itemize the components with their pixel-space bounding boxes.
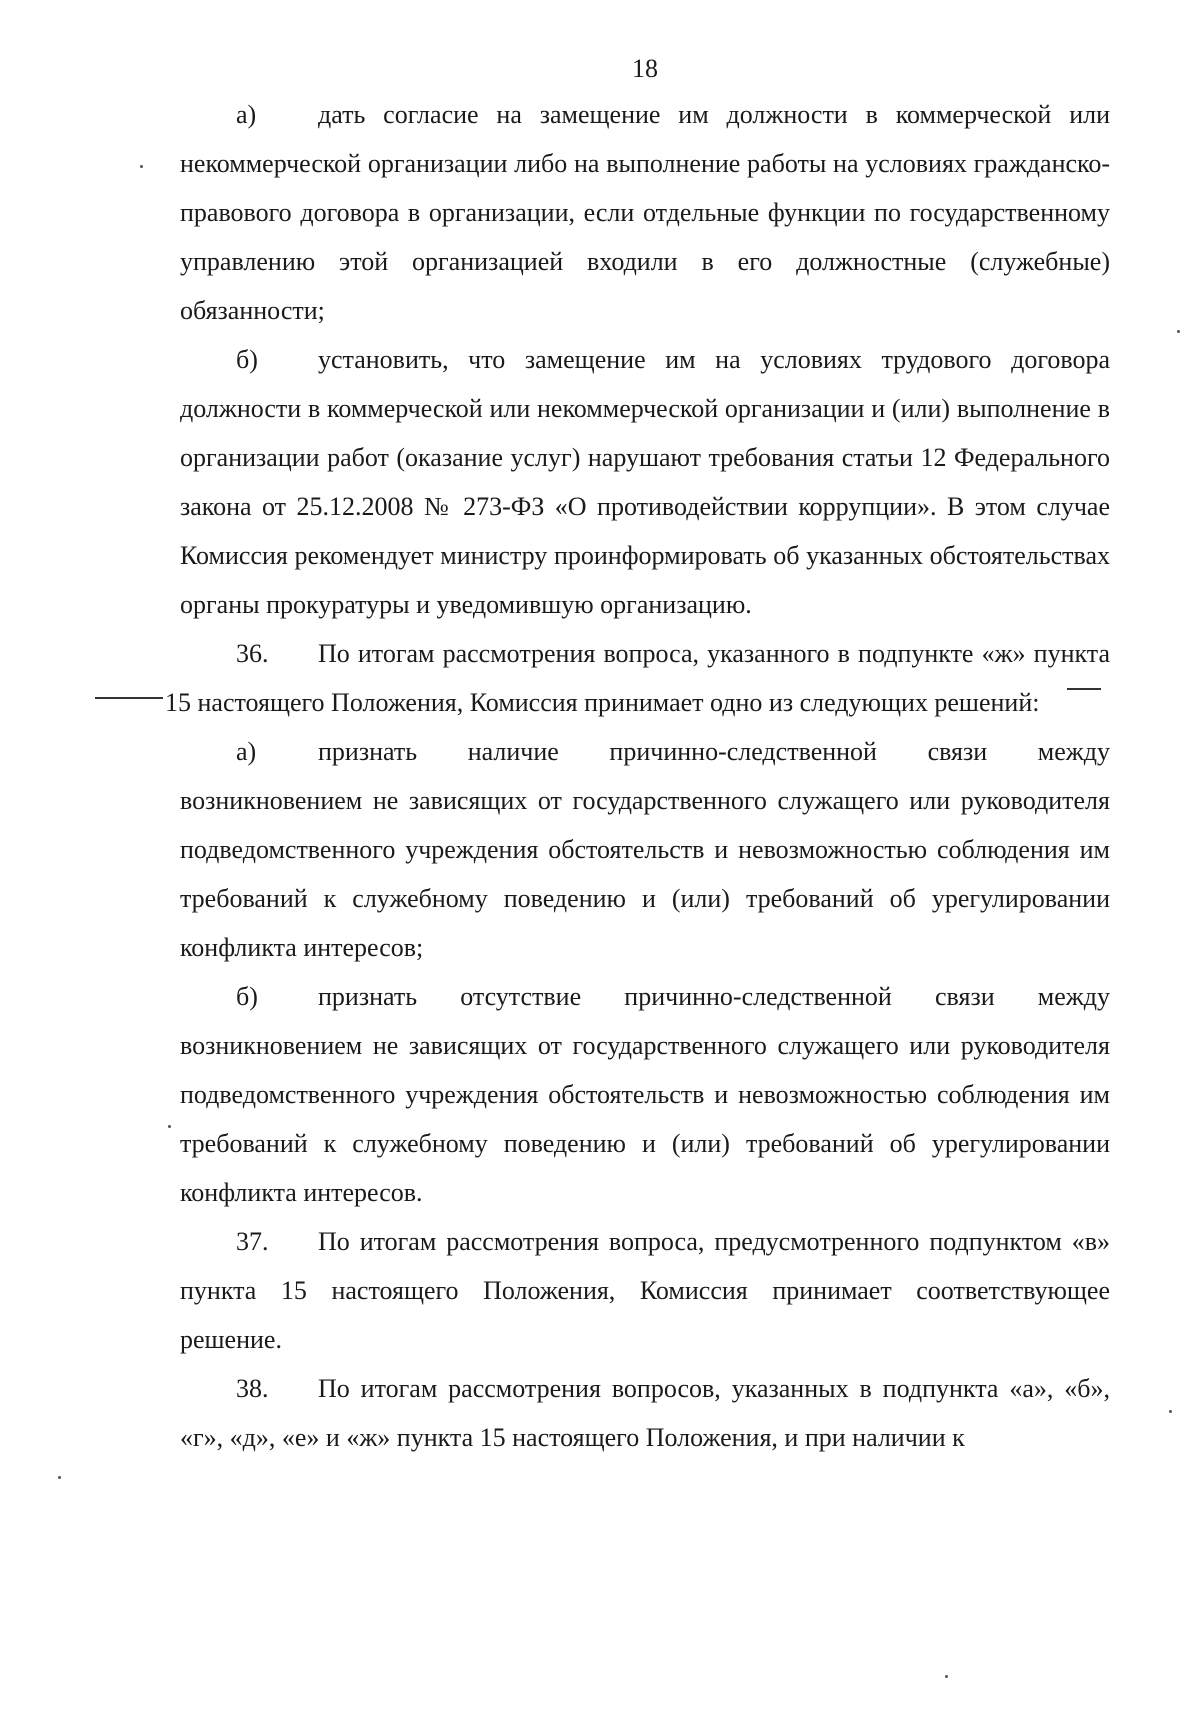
paragraph-text: По итогам рассмотрения вопроса, указанного в подпункте «ж» пункта 15 настоящего Положения, Комиссия принимает одно из следующих решений:: [165, 639, 1110, 717]
paragraph-a-consent: [180, 90, 1110, 335]
scan-artifact-right: [1067, 688, 1101, 690]
scan-speck: [1169, 1410, 1172, 1413]
paragraph-marker: а): [236, 737, 257, 766]
paragraph-text: дать согласие на замещение им должности в коммерческой или некоммерческой организации либо на выполнение работы на условиях гражданско-правового договора в организации, если отдельные функции по государственному управлению этой организацией входили в его должностные (служебные) обязанности;: [180, 100, 1110, 325]
paragraph-a-recognize-link: [180, 727, 1110, 972]
scan-speck: [168, 1125, 171, 1128]
paragraph-text: По итогам рассмотрения вопросов, указанных в подпункта «а», «б», «г», «д», «е» и «ж» пункта 15 настоящего Положения, и при наличии к: [180, 1374, 1110, 1452]
paragraph-text: признать наличие причинно-следственной связи между возникновением не зависящих от государственного служащего или руководителя подведомственного учреждения обстоятельств и невозможностью соблюдения им требований к служебному поведению и (или) требований об урегулировании конфликта интересов;: [180, 737, 1110, 962]
paragraph-marker: 38.: [236, 1374, 269, 1403]
paragraph-37: [180, 1217, 1110, 1364]
paragraph-marker: б): [236, 345, 258, 374]
paragraph-b-recognize-absence: [180, 972, 1110, 1217]
paragraph-38: [180, 1364, 1110, 1462]
page-number: 18: [632, 54, 658, 83]
paragraph-marker: б): [236, 982, 258, 1011]
paragraph-b-establish: [180, 335, 1110, 629]
paragraph-marker: 37.: [236, 1227, 269, 1256]
scan-artifact-left: [95, 697, 163, 699]
scan-speck: [58, 1476, 61, 1479]
paragraph-36: [165, 629, 1110, 727]
scan-speck: [1177, 330, 1180, 333]
paragraph-text: По итогам рассмотрения вопроса, предусмотренного подпунктом «в» пункта 15 настоящего Положения, Комиссия принимает соответствующее решение.: [180, 1227, 1110, 1354]
paragraph-text: признать отсутствие причинно-следственной связи между возникновением не зависящих от государственного служащего или руководителя подведомственного учреждения обстоятельств и невозможностью соблюдения им требований к служебному поведению и (или) требований об урегулировании конфликта интересов.: [180, 982, 1110, 1207]
paragraph-marker: 36.: [236, 639, 269, 668]
scan-speck: [140, 165, 143, 168]
scan-speck: [945, 1675, 948, 1678]
document-body: [165, 90, 1110, 1462]
paragraph-text: установить, что замещение им на условиях трудового договора должности в коммерческой или некоммерческой организации и (или) выполнение в организации работ (оказание услуг) нарушают требования статьи 12 Федерального закона от 25.12.2008 № 273-ФЗ «О противодействии коррупции». В этом случае Комиссия рекомендует министру проинформировать об указанных обстоятельствах органы прокуратуры и уведомившую организацию.: [180, 345, 1110, 619]
paragraph-marker: а): [236, 100, 257, 129]
